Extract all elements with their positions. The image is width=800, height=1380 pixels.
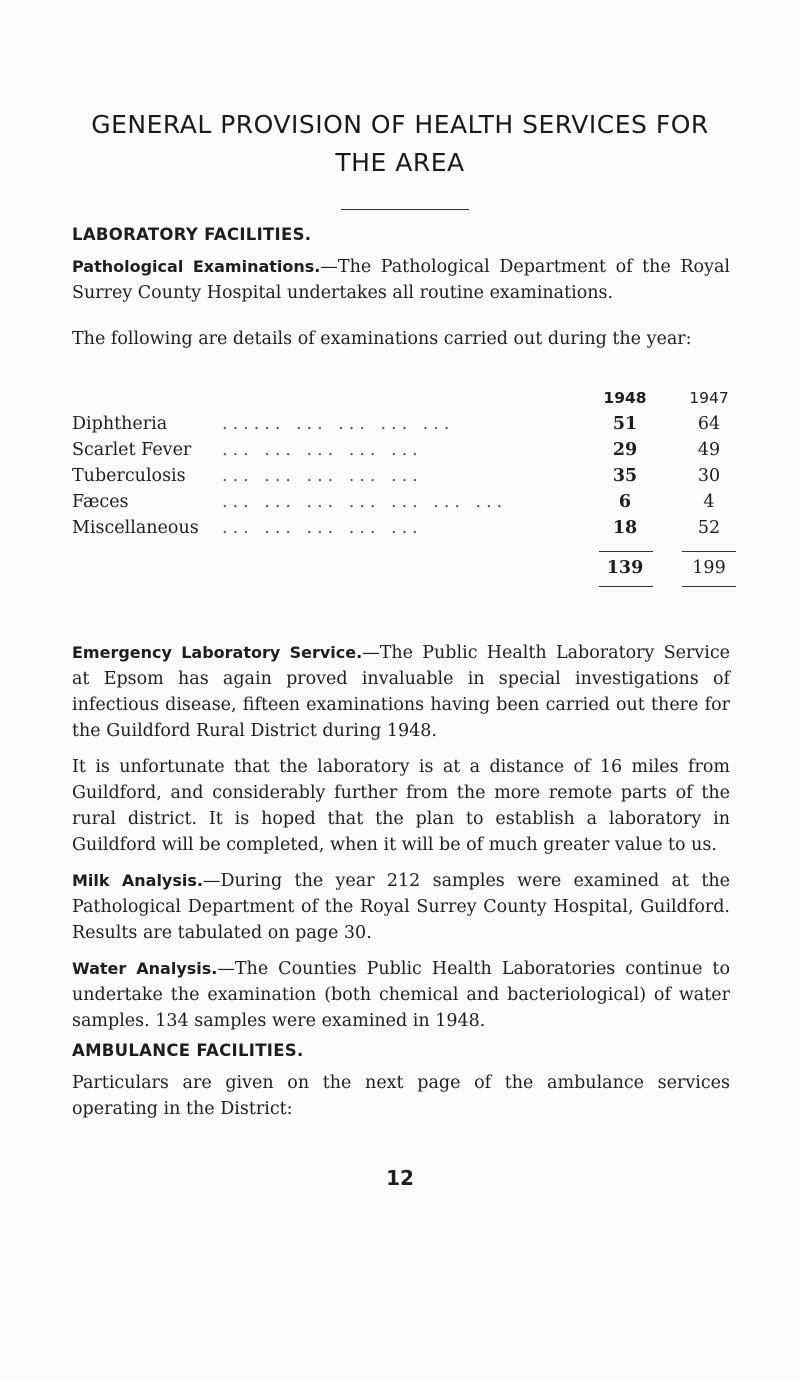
row-value-1947: 52 (697, 518, 721, 538)
distance-paragraph: It is unfortunate that the laboratory is at a distance of 16 miles from Guildford, and considerably further from the more remote parts of the rural district. It is hoped that the plan to establish a laboratory in Guildford will be completed, when it will be of much greater value to us. (72, 757, 730, 855)
table-total-row (72, 555, 742, 581)
total-bottom-rule-1948 (599, 586, 653, 587)
water-text: —The Counties Public Health Laboratories continue to undertake the examination (both chemical and bacteriological) of water samples. 134 samples were examined in 1948. (72, 959, 730, 1031)
table-header-row (72, 385, 742, 411)
row-value-1948: 18 (612, 518, 638, 538)
row-value-1947: 64 (697, 414, 721, 434)
ambulance-paragraph: Particulars are given on the next page of the ambulance services operating in the District: (72, 1073, 730, 1119)
row-value-1947: 49 (697, 440, 721, 460)
laboratory-section (72, 222, 730, 352)
page-title-line-2: THE AREA (335, 148, 465, 177)
row-label: Fæces (72, 492, 129, 512)
water-runin: Water Analysis. (72, 959, 218, 978)
table-row (72, 489, 742, 515)
table-row (72, 463, 742, 489)
emergency-text: —The Public Health Laboratory Service at Epsom has again proved invaluable in special investigations of infectious disease, fifteen examinations having been carried out there for the Guildford Rural District during 1948. (72, 643, 730, 741)
emergency-section (72, 640, 730, 744)
milk-paragraph (72, 868, 730, 946)
page-title (0, 106, 800, 182)
pathological-text: —The Pathological Department of the Royal Surrey County Hospital undertakes all routine examinations. (72, 257, 730, 303)
page-number: 12 (386, 1166, 414, 1190)
milk-section (72, 868, 730, 946)
row-label: Tuberculosis (72, 466, 186, 486)
pathological-runin: Pathological Examinations. (72, 257, 321, 276)
water-section (72, 956, 730, 1034)
row-value-1948: 6 (618, 492, 632, 512)
total-1948: 139 (606, 558, 644, 578)
laboratory-heading: LABORATORY FACILITIES. (72, 225, 312, 244)
row-value-1948: 35 (612, 466, 638, 486)
total-rule-1948 (599, 551, 653, 552)
examinations-table (72, 385, 742, 591)
header-1948: 1948 (603, 389, 647, 407)
total-rule-1947 (682, 551, 736, 552)
totals-top-rules (72, 541, 742, 555)
row-label: Miscellaneous (72, 518, 199, 538)
row-value-1948: 29 (612, 440, 638, 460)
row-leader-dots: ... ... ... ... ... (222, 466, 423, 486)
page-title-line-1: GENERAL PROVISION OF HEALTH SERVICES FOR (91, 110, 709, 139)
water-paragraph (72, 956, 730, 1034)
pathological-paragraph (72, 254, 730, 306)
ambulance-section (72, 1038, 730, 1122)
ambulance-heading: AMBULANCE FACILITIES. (72, 1041, 304, 1060)
row-label: Diphtheria (72, 414, 168, 434)
table-row (72, 515, 742, 541)
title-divider (341, 209, 469, 210)
row-value-1947: 30 (697, 466, 721, 486)
row-leader-dots: ... ... ... ... ... (222, 518, 423, 538)
milk-text: —During the year 212 samples were examined at the Pathological Department of the Royal Surrey County Hospital, Guildford. Results are tabulated on page 30. (72, 871, 730, 943)
row-leader-dots: ...... ... ... ... ... (222, 414, 455, 434)
intro-paragraph: The following are details of examinations carried out during the year: (72, 329, 692, 349)
header-1947: 1947 (689, 389, 729, 407)
row-leader-dots: ... ... ... ... ... ... ... (222, 492, 508, 512)
row-leader-dots: ... ... ... ... ... (222, 440, 423, 460)
row-value-1947: 4 (703, 492, 715, 512)
row-value-1948: 51 (612, 414, 638, 434)
total-bottom-rule-1947 (682, 586, 736, 587)
distance-section (72, 754, 730, 858)
total-1947: 199 (692, 558, 726, 578)
row-label: Scarlet Fever (72, 440, 192, 460)
totals-bottom-rules (72, 581, 742, 591)
table-row (72, 437, 742, 463)
emergency-paragraph (72, 640, 730, 744)
emergency-runin: Emergency Laboratory Service. (72, 643, 363, 662)
table-row (72, 411, 742, 437)
milk-runin: Milk Analysis. (72, 871, 203, 890)
